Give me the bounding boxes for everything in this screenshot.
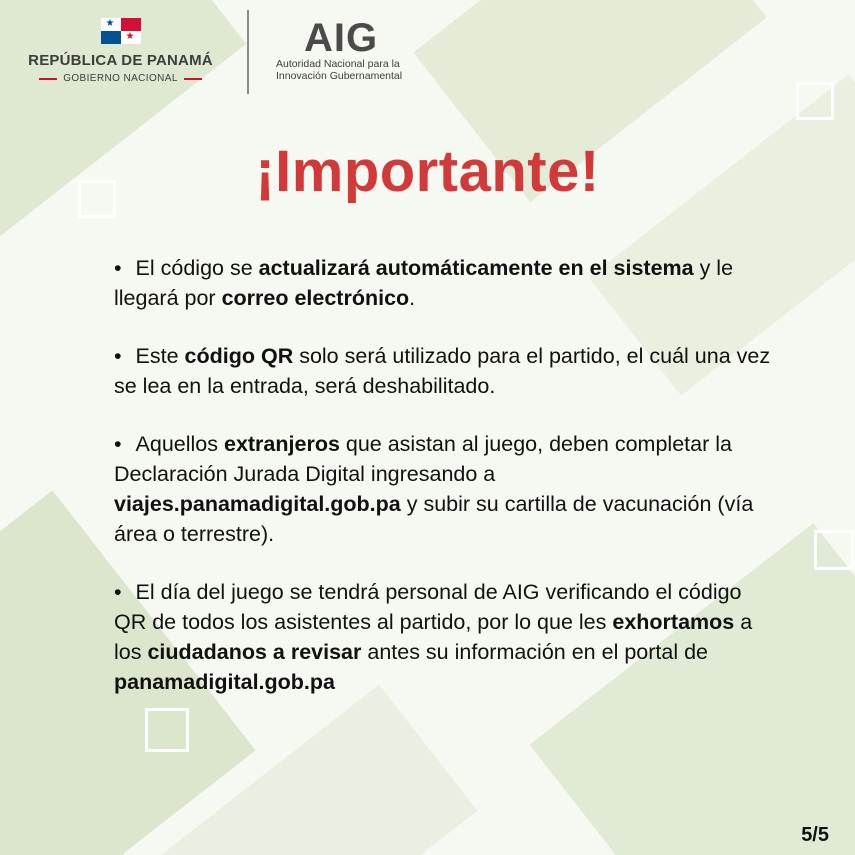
emphasized-text: panamadigital.gob.pa bbox=[114, 670, 335, 694]
aig-logo-text: AIG bbox=[304, 16, 379, 60]
logo-divider bbox=[247, 10, 249, 94]
notice-text: Este bbox=[135, 344, 185, 368]
bullet-icon: • bbox=[114, 344, 122, 368]
notice-text: El día del juego se tendrá personal de AIG verificando el código QR de todos los asistentes al partido, por lo que les bbox=[114, 580, 742, 634]
emphasized-text: extranjeros bbox=[223, 432, 340, 456]
notice-text: antes su información en el portal de bbox=[361, 640, 708, 664]
notice-item bbox=[114, 577, 774, 697]
notice-text: solo será utilizado para el partido, el cuál una vez se lea en la entrada, será deshabilitado. bbox=[114, 344, 771, 398]
emphasized-text: correo electrónico bbox=[221, 286, 410, 310]
notice-item bbox=[114, 429, 774, 549]
emphasized-text: exhortamos bbox=[612, 610, 735, 634]
notice-item bbox=[114, 341, 774, 401]
bullet-icon: • bbox=[114, 256, 122, 280]
notice-text: . bbox=[409, 286, 416, 310]
notice-item bbox=[114, 253, 774, 313]
header bbox=[0, 0, 855, 110]
panama-flag-icon: ★ ★ bbox=[101, 18, 141, 44]
bullet-icon: • bbox=[114, 580, 122, 604]
country-name: REPÚBLICA DE PANAMÁ bbox=[28, 52, 213, 69]
government-logo bbox=[18, 18, 223, 84]
emphasized-text: viajes.panamadigital.gob.pa bbox=[114, 492, 401, 516]
aig-name-line-2: Innovación Gubernamental bbox=[276, 70, 403, 82]
aig-logo bbox=[276, 18, 402, 82]
page-title: ¡Importante! bbox=[255, 139, 600, 204]
notice-text: y le llegará por bbox=[114, 256, 734, 310]
emphasized-text: código QR bbox=[184, 344, 294, 368]
page-indicator: 5/5 bbox=[801, 824, 829, 846]
aig-name-line-1: Autoridad Nacional para la bbox=[276, 58, 400, 70]
notice-text: que asistan al juego, deben completar la Declaración Jurada Digital ingresando a bbox=[114, 432, 732, 486]
notice-text: Aquellos bbox=[135, 432, 224, 456]
emphasized-text: actualizará automáticamente en el sistema bbox=[258, 256, 694, 280]
notice-text: El código se bbox=[135, 256, 259, 280]
notice-list bbox=[114, 253, 774, 725]
government-label: GOBIERNO NACIONAL bbox=[63, 73, 178, 84]
notice-text: y subir su cartilla de vacunación (vía área o terrestre). bbox=[114, 492, 754, 546]
emphasized-text: ciudadanos a revisar bbox=[147, 640, 362, 664]
bullet-icon: • bbox=[114, 432, 122, 456]
outline-square bbox=[814, 530, 854, 570]
notice-text: a los bbox=[114, 610, 753, 664]
